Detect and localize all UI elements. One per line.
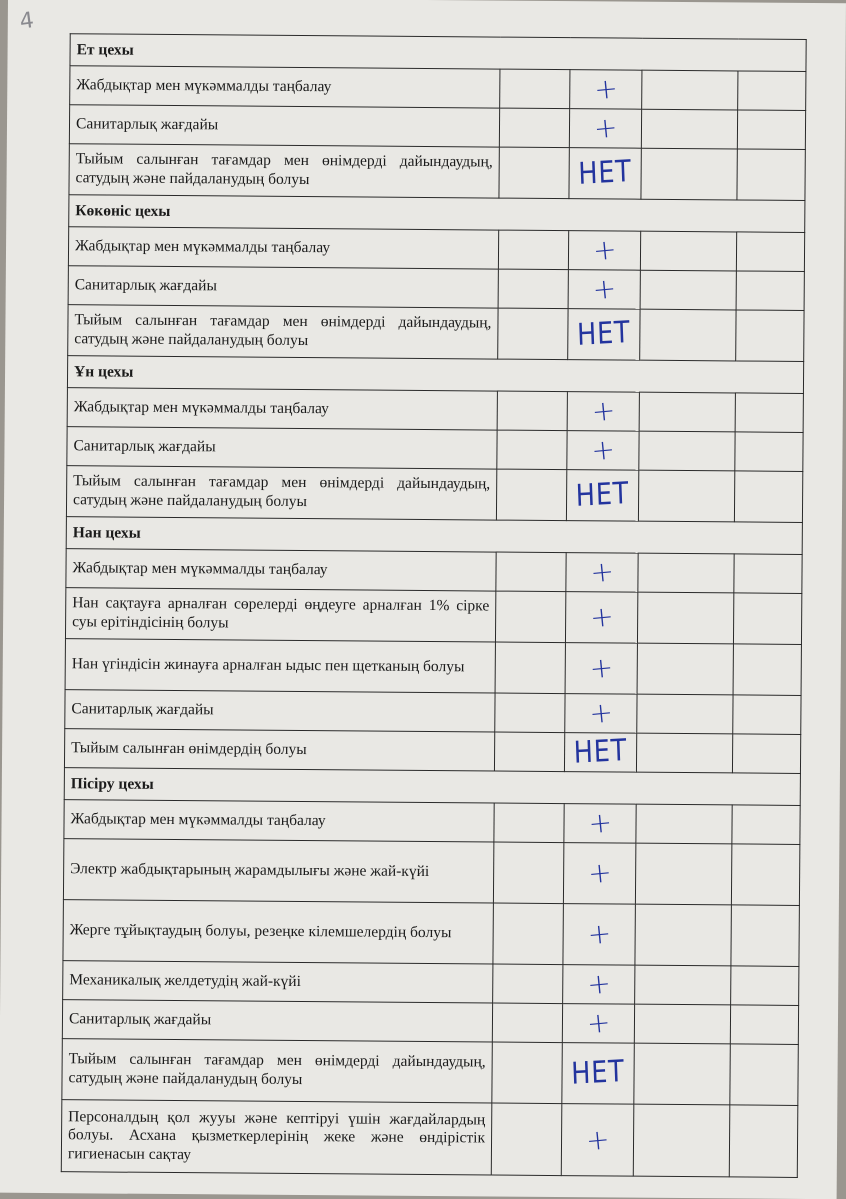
empty-cell [737,149,805,201]
empty-cell [492,1003,562,1043]
empty-cell [640,270,736,310]
empty-cell [492,1042,562,1104]
row-label: Нан үгіндісін жинауға арналған ыдыс пен щетканың болуы [65,639,495,693]
empty-cell [730,1005,798,1045]
table-row [69,144,805,201]
empty-cell [730,1044,799,1106]
empty-cell [732,805,800,845]
empty-cell [641,109,737,149]
handwritten-mark: НЕТ [562,1043,634,1105]
empty-cell [634,1004,730,1044]
empty-cell [493,903,563,965]
empty-cell [636,733,732,773]
handwritten-mark: + [565,643,637,695]
inspection-checklist-table [61,33,807,1178]
empty-cell [737,110,805,150]
empty-cell [495,693,565,733]
handwritten-mark: + [565,592,637,644]
empty-cell [734,554,802,594]
section-title-flour-shop: Ұн цехы [67,356,803,394]
handwritten-mark: + [567,431,639,471]
table-row [69,105,805,150]
handwritten-mark: НЕТ [569,148,641,200]
empty-cell [638,553,734,593]
row-label: Жабдықтар мен мүкәммалды таңбалау [66,549,496,591]
handwritten-mark: + [565,694,637,734]
row-label: Нан сақтауға арналған сөрелерді өңдеуге арналған 1% сірке суы ерітіндісінің болуы [65,588,495,642]
table-row [64,800,800,845]
empty-cell [735,393,803,433]
section-title-meat-shop: Ет цехы [70,34,806,72]
empty-cell [499,147,569,199]
table-row [65,690,801,735]
empty-cell [732,734,800,774]
empty-cell [735,432,803,472]
empty-cell [638,470,734,522]
table-row [68,305,804,362]
table-row [68,227,804,272]
empty-cell [636,804,732,844]
page-number: 4 [18,8,36,35]
handwritten-mark: + [566,553,638,593]
empty-cell [496,552,566,592]
empty-cell [641,148,737,200]
table-row [65,639,801,696]
section-title-cooking-shop: Пісіру цехы [64,768,800,806]
table-row [67,427,803,472]
table-row [67,388,803,433]
row-label: Санитарлық жағдайы [67,427,497,469]
handwritten-mark: + [568,270,640,310]
table-row [65,588,801,645]
row-label: Санитарлық жағдайы [62,1000,492,1042]
row-label: Тыйым салынған тағамдар мен өнімдерді дайындаудың, сатудың және пайдаланудың болуы [66,466,496,520]
empty-cell [731,844,800,906]
row-label: Жабдықтар мен мүкәммалды таңбалау [64,800,494,842]
empty-cell [494,803,564,843]
section-title-bread-shop: Нан цехы [66,517,802,555]
empty-cell [729,1105,798,1178]
empty-cell [736,310,804,362]
handwritten-mark: НЕТ [566,470,638,522]
empty-cell [491,1103,562,1176]
empty-cell [493,964,563,1004]
empty-cell [633,1104,730,1177]
empty-cell [495,591,565,643]
handwritten-mark: + [562,1004,634,1044]
empty-cell [738,71,806,111]
handwritten-mark: + [569,109,641,149]
handwritten-mark: НЕТ [568,309,640,361]
handwritten-mark: + [561,1104,634,1177]
empty-cell [635,904,731,966]
row-label: Тыйым салынған өнімдердің болуы [64,729,494,771]
empty-cell [634,1043,730,1105]
empty-cell [500,69,570,109]
row-label: Санитарлық жағдайы [68,266,498,308]
empty-cell [642,70,738,110]
handwritten-mark: + [570,70,642,110]
table-row [66,466,802,523]
empty-cell [495,642,565,694]
row-label: Тыйым салынған тағамдар мен өнімдерді дайындаудың, сатудың және пайдаланудың болуы [69,144,499,198]
empty-cell [498,230,568,270]
table-row [63,961,799,1006]
row-label: Жабдықтар мен мүкәммалды таңбалау [68,227,498,269]
handwritten-mark: НЕТ [564,733,636,773]
empty-cell [639,431,735,471]
empty-cell [637,694,733,734]
table-row [63,900,799,967]
handwritten-mark: + [567,392,639,432]
row-label: Жабдықтар мен мүкәммалды таңбалау [70,66,500,108]
empty-cell [497,430,567,470]
row-label: Персоналдың қол жууы және кептіруі үшін жағдайлардың болуы. Асхана қызметкерлерінің жеке және өндірістік гигиенасын сақтау [61,1100,492,1175]
empty-cell [733,593,801,645]
handwritten-mark: + [568,231,640,271]
empty-cell [497,391,567,431]
empty-cell [734,471,802,523]
empty-cell [736,232,804,272]
empty-cell [498,269,568,309]
empty-cell [640,309,736,361]
row-label: Жабдықтар мен мүкәммалды таңбалау [67,388,497,430]
handwritten-mark: + [563,904,635,966]
row-label: Тыйым салынған тағамдар мен өнімдерді дайындаудың, сатудың және пайдаланудың болуы [68,305,498,359]
table-row [62,1000,798,1045]
empty-cell [496,469,566,521]
empty-cell [494,732,564,772]
row-label: Жерге тұйықтаудың болуы, резеңке кілемшелердің болуы [63,900,493,964]
empty-cell [637,643,733,695]
table-row [64,729,800,774]
empty-cell [736,271,804,311]
empty-cell [639,392,735,432]
row-label: Электр жабдықтарының жарамдылығы және жай-күйі [63,839,493,903]
row-label: Тыйым салынған тағамдар мен өнімдерді дайындаудың, сатудың және пайдаланудың болуы [62,1039,492,1103]
table-row [70,66,806,111]
empty-cell [635,965,731,1005]
table-row [68,266,804,311]
empty-cell [498,308,568,360]
table-row [63,839,799,906]
row-label: Санитарлық жағдайы [65,690,495,732]
handwritten-mark: + [563,843,635,905]
empty-cell [493,842,563,904]
empty-cell [640,231,736,271]
empty-cell [733,644,801,696]
table-row [62,1039,798,1106]
empty-cell [635,843,731,905]
empty-cell [499,108,569,148]
row-label: Механикалық желдетудің жай-күйі [63,961,493,1003]
handwritten-mark: + [564,804,636,844]
empty-cell [731,905,800,967]
handwritten-mark: + [563,965,635,1005]
table-row [66,549,802,594]
row-label: Санитарлық жағдайы [69,105,499,147]
section-title-vegetable-shop: Көкөніс цехы [69,195,805,233]
empty-cell [733,695,801,735]
empty-cell [731,966,799,1006]
empty-cell [637,592,733,644]
table-row [61,1100,798,1178]
